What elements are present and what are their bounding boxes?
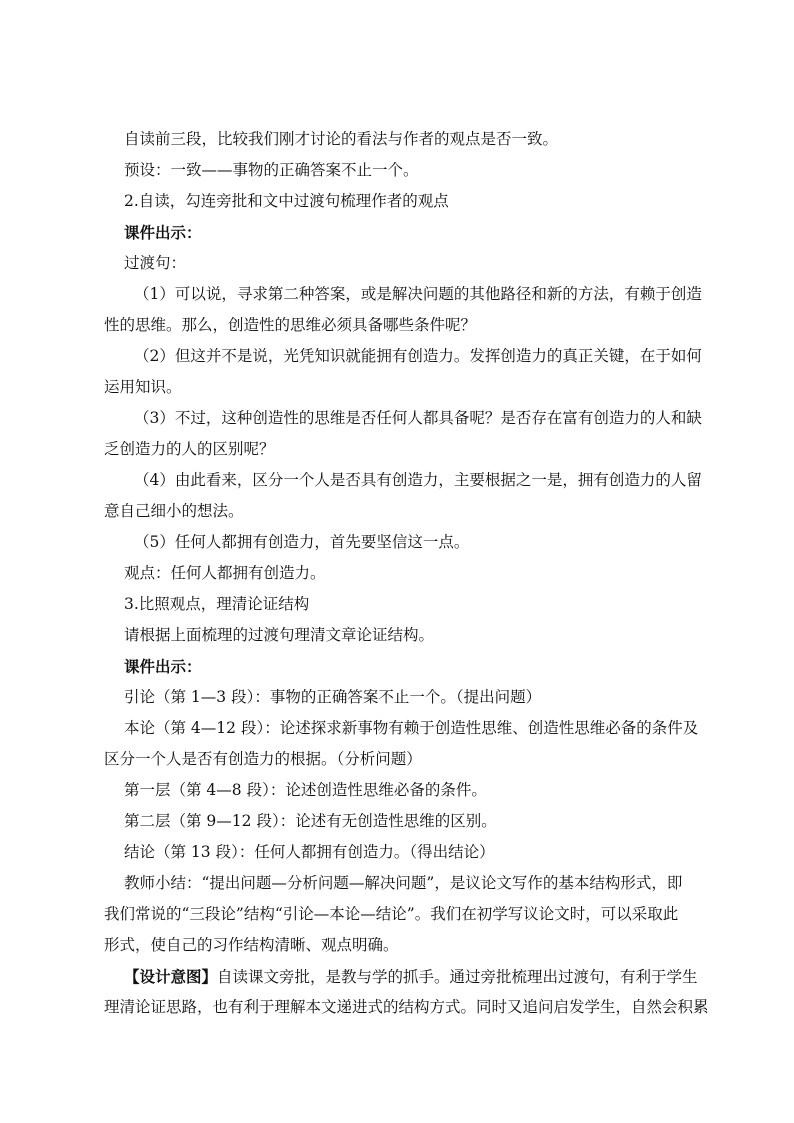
design-intent-line: 理清论证思路，也有利于理解本文递进式的结构方式。同时又追问启发学生，自然会积累 <box>104 998 709 1016</box>
transition-sentence-line: 意自己细小的想法。 <box>104 502 244 520</box>
structure-line: 结论（第 13 段）：任何人都拥有创造力。（得出结论） <box>124 843 495 861</box>
paragraph-line: 2.自读，勾连旁批和文中过渡句梳理作者的观点 <box>124 192 449 210</box>
section-label: 课件出示： <box>124 657 202 676</box>
structure-line: 引论（第 1—3 段）：事物的正确答案不止一个。（提出问题） <box>124 688 542 706</box>
transition-sentence-line: （2）但这并不是说，光凭知识就能拥有创造力。发挥创造力的真正关键，在于如何 <box>134 347 702 365</box>
paragraph-line: 过渡句： <box>124 254 187 272</box>
transition-sentence-line: （1）可以说，寻求第二种答案，或是解决问题的其他路径和新的方法，有赖于创造 <box>134 285 702 303</box>
structure-line: 第一层（第 4—8 段）：论述创造性思维必备的条件。 <box>124 781 487 799</box>
paragraph-line: 请根据上面梳理的过渡句理清文章论证结构。 <box>124 626 435 644</box>
transition-sentence-line: （5）任何人都拥有创造力，首先要坚信这一点。 <box>134 533 470 551</box>
section-label: 课件出示： <box>124 223 202 242</box>
structure-line: 区分一个人是否有创造力的根据。（分析问题） <box>104 750 422 768</box>
paragraph-line: 观点：任何人都拥有创造力。 <box>124 564 326 582</box>
summary-line: 形式，使自己的习作结构清晰、观点明确。 <box>104 936 399 954</box>
transition-sentence-line: （3）不过，这种创造性的思维是否任何人都具备呢？是否存在富有创造力的人和缺 <box>134 409 702 427</box>
paragraph-line: 自读前三段，比较我们刚才讨论的看法与作者的观点是否一致。 <box>124 130 559 148</box>
design-intent-label: 【设计意图】 <box>124 967 218 986</box>
paragraph-line: 3.比照观点，理清论证结构 <box>124 595 310 613</box>
transition-sentence-line: 运用知识。 <box>104 378 182 396</box>
summary-line: 我们常说的“三段论”结构“引论—本论—结论”。我们在初学写议论文时，可以采取此 <box>104 905 679 923</box>
paragraph-line: 预设：一致——事物的正确答案不止一个。 <box>124 161 419 179</box>
design-intent-text: 自读课文旁批，是教与学的抓手。通过旁批梳理出过渡句，有利于学生 <box>217 968 698 986</box>
design-intent-line <box>124 961 724 992</box>
structure-line: 本论（第 4—12 段）：论述探求新事物有赖于创造性思维、创造性思维必备的条件及 <box>124 719 699 737</box>
transition-sentence-line: （4）由此看来，区分一个人是否具有创造力，主要根据之一是，拥有创造力的人留 <box>134 471 702 489</box>
document-body <box>104 124 724 1023</box>
structure-line: 第二层（第 9—12 段）：论述有无创造性思维的区别。 <box>124 812 497 830</box>
transition-sentence-line: 乏创造力的人的区别呢？ <box>104 440 275 458</box>
summary-line: 教师小结：“提出问题—分析问题—解决问题”，是议论文写作的基本结构形式，即 <box>124 874 683 892</box>
transition-sentence-line: 性的思维。那么，创造性的思维必须具备哪些条件呢？ <box>104 316 477 334</box>
